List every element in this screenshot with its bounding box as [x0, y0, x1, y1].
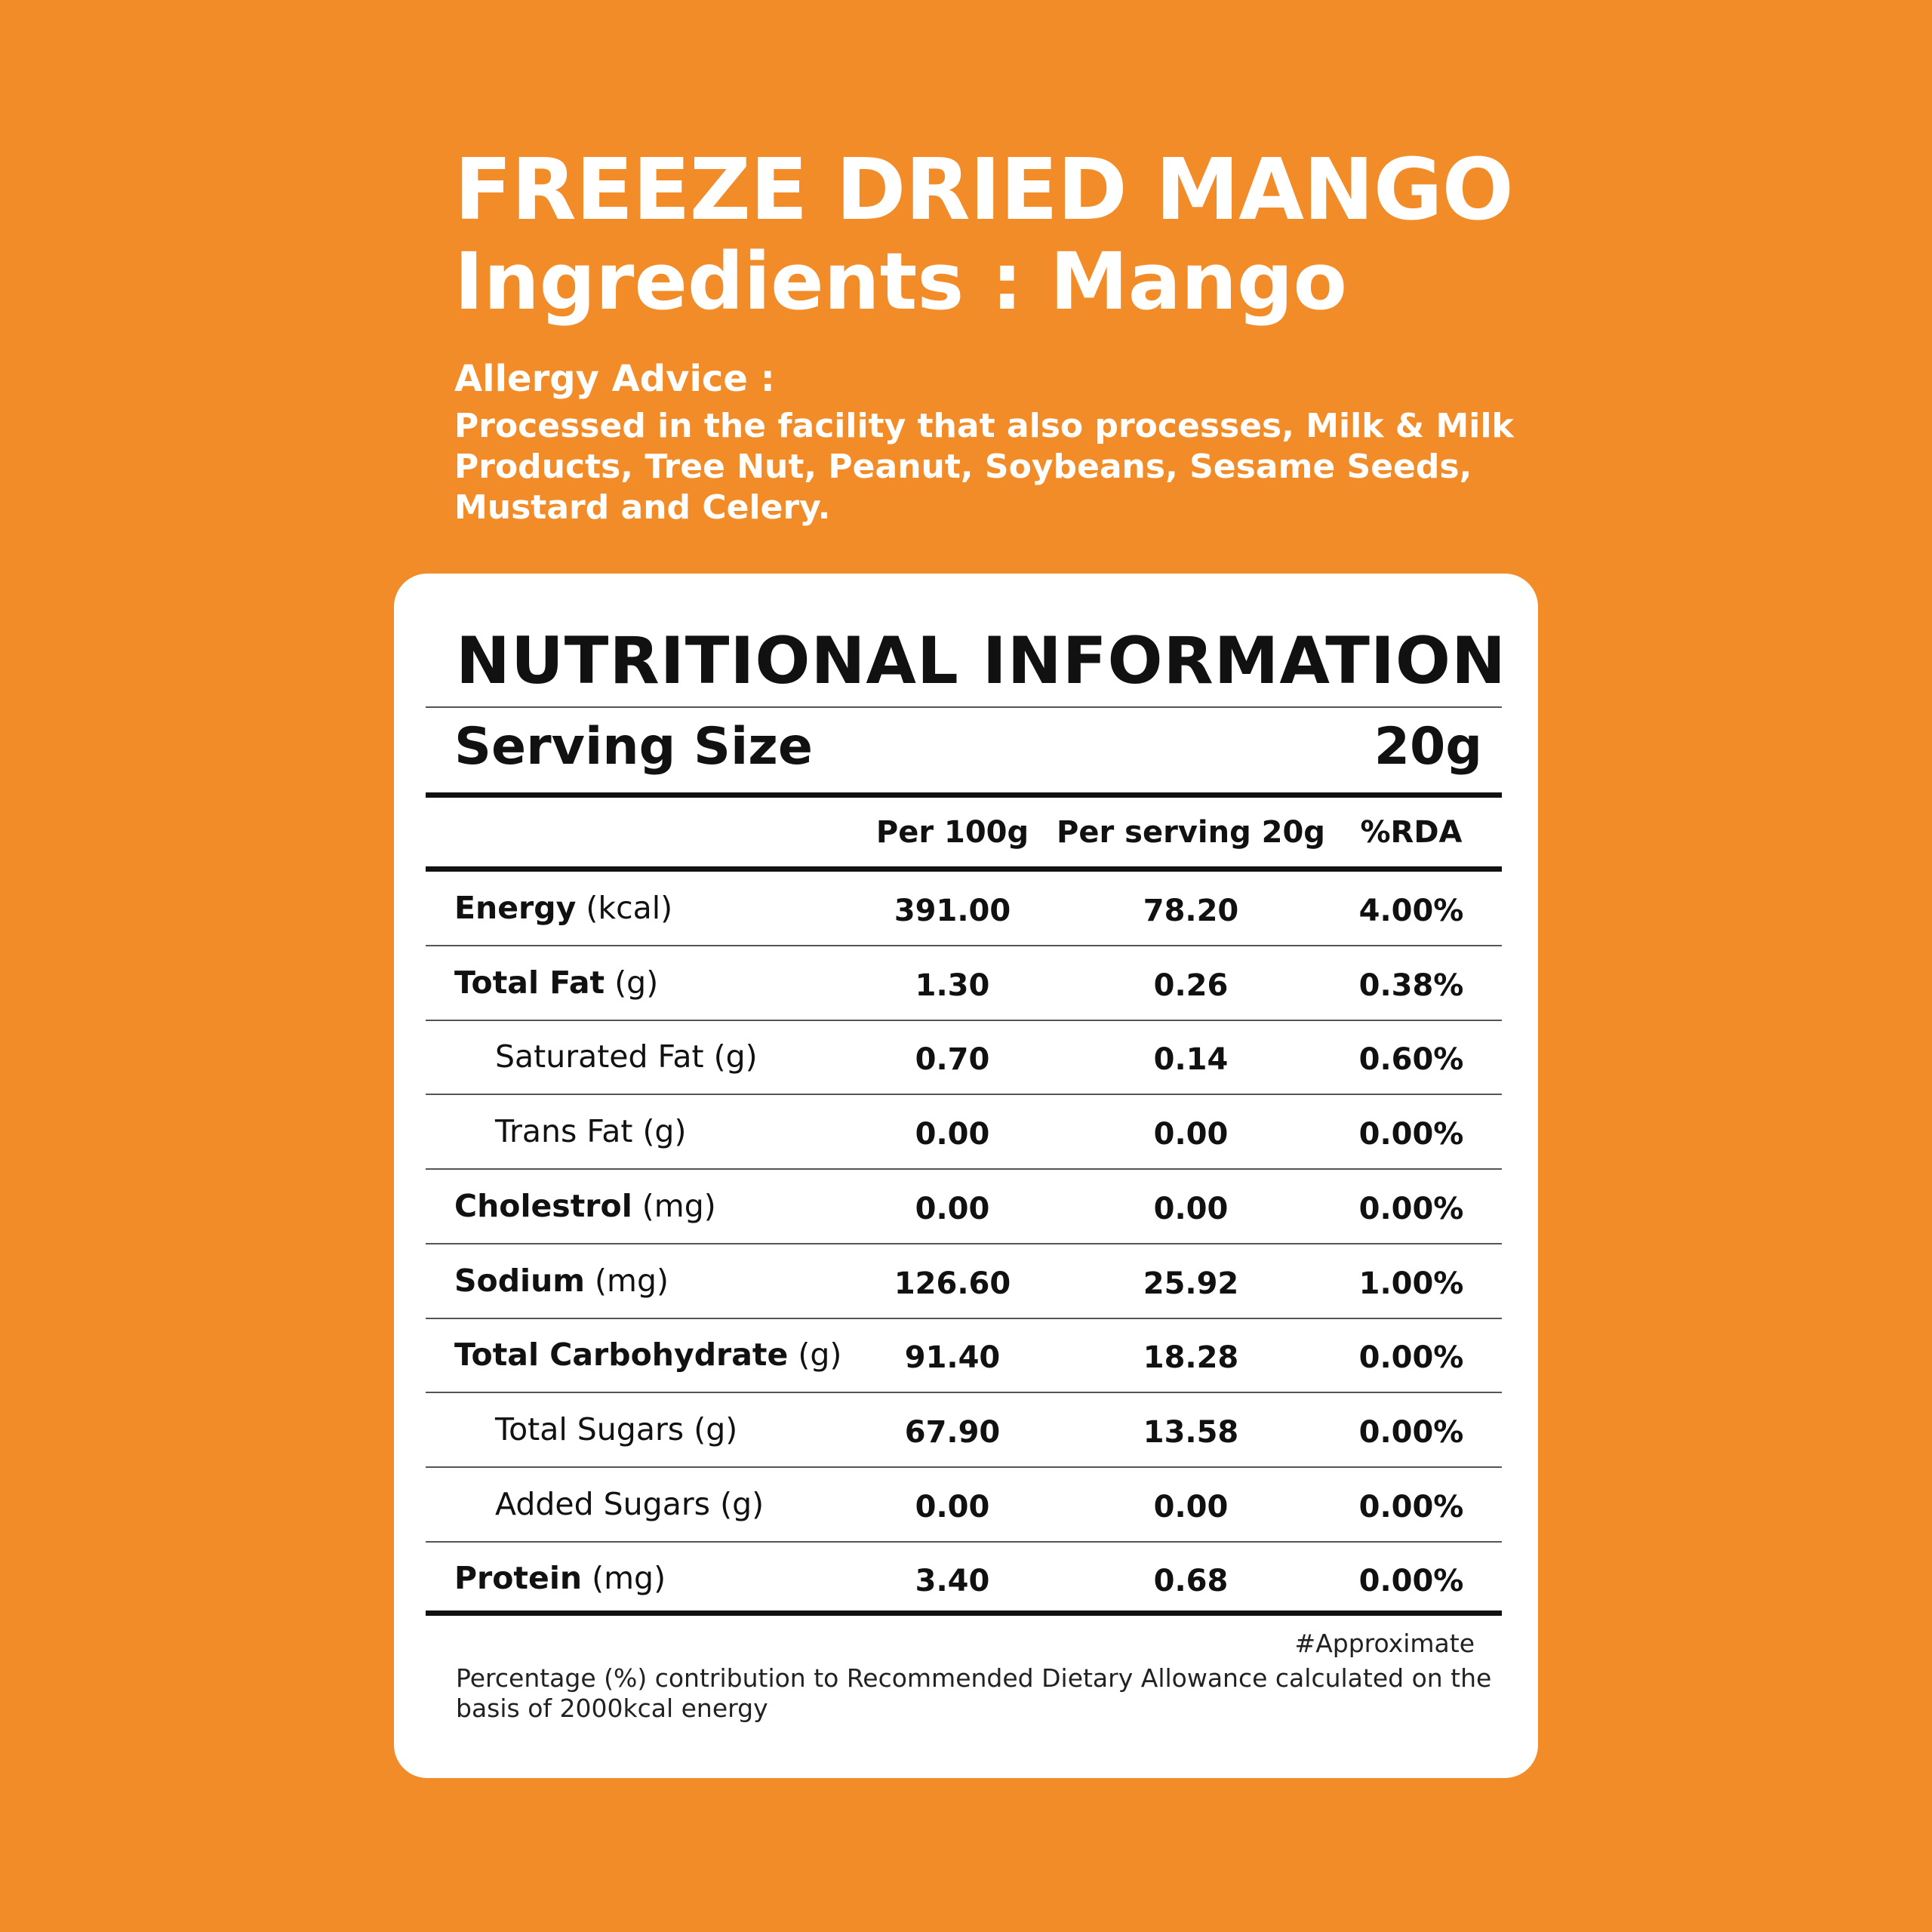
nutrient-name — [495, 1393, 737, 1466]
value-per-serving: 13.58 — [1143, 1414, 1239, 1450]
nutrient-name — [454, 946, 658, 1020]
table-row — [426, 1318, 1502, 1393]
nutrient-label: Sodium — [454, 1262, 586, 1299]
nutrient-unit: (g) — [703, 1038, 758, 1075]
value-per-serving: 25.92 — [1143, 1266, 1239, 1301]
nutrient-label: Protein — [454, 1560, 583, 1597]
allergy-advice-title: Allergy Advice : — [454, 358, 775, 400]
table-row — [426, 946, 1502, 1021]
table-row — [426, 1393, 1502, 1468]
value-per-serving: 78.20 — [1143, 894, 1239, 928]
divider-thick — [426, 1611, 1502, 1616]
nutrient-unit: (kcal) — [576, 890, 673, 926]
value-rda: 0.00% — [1358, 1191, 1464, 1226]
value-per-100g: 0.00 — [915, 1489, 990, 1524]
product-name: FREEZE DRIED MANGO — [454, 141, 1513, 239]
nutrient-unit: (mg) — [582, 1560, 666, 1597]
value-rda: 0.00% — [1358, 1117, 1464, 1152]
value-per-serving: 0.00 — [1153, 1117, 1229, 1152]
nutrient-name — [454, 872, 672, 945]
value-per-100g: 67.90 — [904, 1414, 1001, 1450]
nutrient-unit: (g) — [632, 1113, 687, 1150]
ingredients-line: Ingredients : Mango — [454, 235, 1347, 328]
value-per-serving: 0.26 — [1153, 968, 1229, 1003]
table-row — [426, 1095, 1502, 1170]
divider — [426, 706, 1502, 708]
value-rda: 0.00% — [1358, 1340, 1464, 1376]
nutrient-name — [495, 1095, 686, 1168]
nutrient-label: Total Carbohydrate — [454, 1337, 789, 1374]
value-rda: 0.00% — [1358, 1564, 1464, 1599]
nutrient-name — [454, 1542, 666, 1615]
allergy-advice-text: Processed in the facility that also processes, Milk & Milk Products, Tree Nut, Peanut, Soybeans, Sesame Seeds, Mustard and Celery. — [454, 407, 1514, 527]
nutrient-unit: (g) — [684, 1411, 738, 1447]
nutrient-name — [454, 1170, 716, 1243]
nutrient-label: Total Fat — [454, 964, 605, 1001]
value-per-100g: 0.00 — [915, 1117, 990, 1152]
nutrition-title: NUTRITIONAL INFORMATION — [456, 623, 1506, 699]
value-rda: 0.38% — [1358, 968, 1464, 1003]
product-header — [454, 143, 1549, 528]
table-row — [426, 872, 1502, 946]
nutrient-unit: (mg) — [632, 1187, 716, 1224]
nutrient-name — [495, 1020, 758, 1094]
nutrition-panel — [394, 574, 1538, 1778]
table-row — [426, 1468, 1502, 1543]
column-header-rda: %RDA — [1360, 815, 1463, 850]
rda-footnote: Percentage (%) contribution to Recommended Dietary Allowance calculated on the basis of 2000kcal energy — [456, 1663, 1492, 1723]
nutrient-name — [454, 1244, 669, 1318]
value-per-100g: 391.00 — [894, 894, 1011, 928]
nutrient-label: Cholestrol — [454, 1187, 632, 1224]
value-rda: 4.00% — [1358, 894, 1464, 928]
nutrient-label: Added Sugars — [495, 1485, 711, 1522]
value-per-serving: 18.28 — [1143, 1340, 1239, 1376]
nutrient-unit: (g) — [710, 1485, 764, 1522]
nutrient-unit: (mg) — [585, 1262, 669, 1299]
divider-thick — [426, 792, 1502, 798]
table-row — [426, 1244, 1502, 1319]
value-per-serving: 0.68 — [1153, 1564, 1229, 1599]
divider-thick — [426, 866, 1502, 872]
value-per-100g: 91.40 — [904, 1340, 1001, 1376]
nutrient-name — [495, 1468, 764, 1541]
table-row — [426, 1020, 1502, 1095]
value-rda: 0.60% — [1358, 1042, 1464, 1078]
approximate-note: #Approximate — [1294, 1629, 1475, 1658]
nutrient-name — [454, 1318, 841, 1392]
value-per-serving: 0.14 — [1153, 1042, 1229, 1078]
nutrient-label: Total Sugars — [495, 1411, 685, 1447]
value-rda: 1.00% — [1358, 1266, 1464, 1301]
value-per-100g: 126.60 — [894, 1266, 1011, 1301]
nutrient-unit: (g) — [605, 964, 659, 1001]
value-per-100g: 1.30 — [915, 968, 990, 1003]
value-per-serving: 0.00 — [1153, 1489, 1229, 1524]
column-header-per-100g: Per 100g — [875, 815, 1029, 850]
value-per-100g: 3.40 — [915, 1564, 990, 1599]
column-header-per-serving: Per serving 20g — [1057, 815, 1325, 850]
nutrient-label: Trans Fat — [495, 1113, 633, 1150]
value-rda: 0.00% — [1358, 1414, 1464, 1450]
nutrient-unit: (g) — [788, 1337, 842, 1374]
value-per-100g: 0.70 — [915, 1042, 990, 1078]
nutrient-label: Saturated Fat — [495, 1038, 704, 1075]
nutrient-label: Energy — [454, 890, 577, 926]
serving-size-label: Serving Size — [454, 717, 814, 777]
serving-size-value: 20g — [1374, 717, 1482, 777]
table-row — [426, 1170, 1502, 1244]
value-rda: 0.00% — [1358, 1489, 1464, 1524]
value-per-100g: 0.00 — [915, 1191, 990, 1226]
value-per-serving: 0.00 — [1153, 1191, 1229, 1226]
table-row — [426, 1542, 1502, 1615]
